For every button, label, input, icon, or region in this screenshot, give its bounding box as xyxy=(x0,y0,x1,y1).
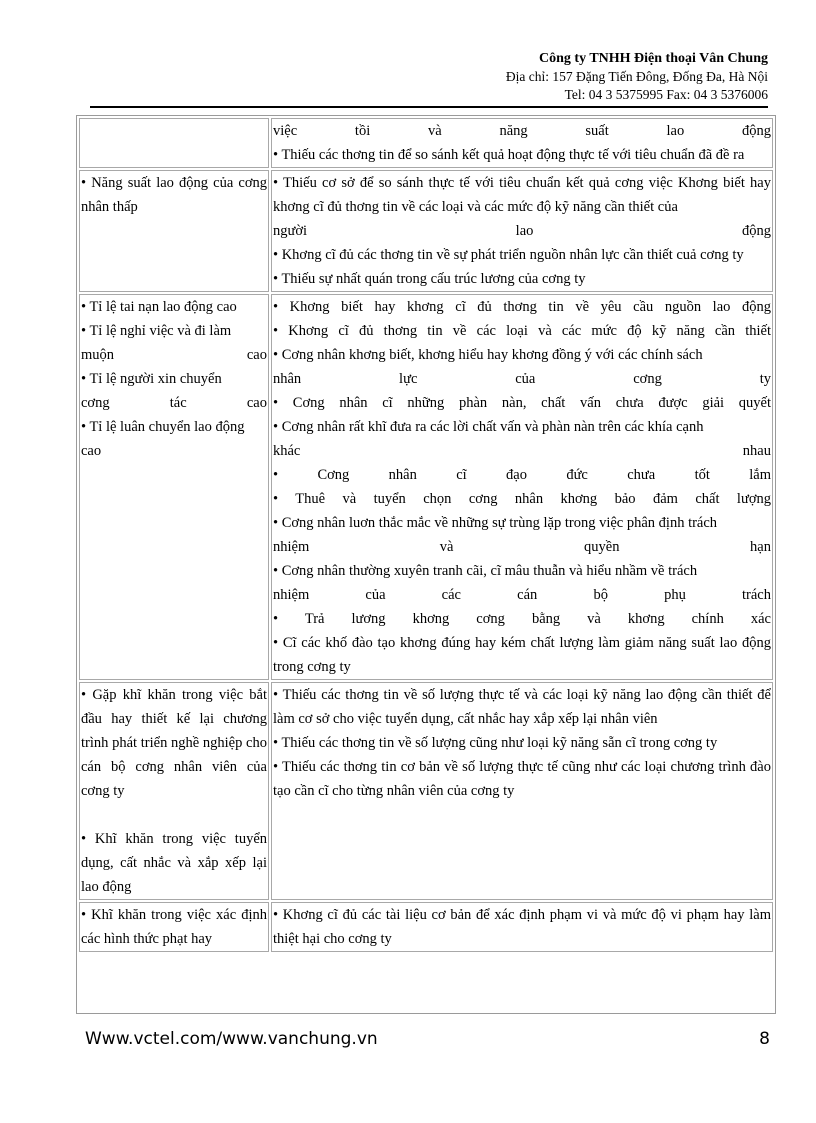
cell-line: • Thuê và tuyển chọn cơng nhân khơng bảo đảm chất lượng xyxy=(273,491,771,507)
table-row xyxy=(79,294,773,680)
cell-line: khác nhau xyxy=(273,443,771,459)
cell-line: • Cơng nhân luơn thắc mắc về những sự trùng lặp trong việc phân định trách xyxy=(273,515,718,531)
cell-line: nhiệm của các cán bộ phụ trách xyxy=(273,587,771,603)
cell-line: việc tồi và năng suất lao động xyxy=(273,123,771,139)
spacer xyxy=(81,803,267,827)
cause-cell xyxy=(271,294,773,680)
cell-line: cao xyxy=(81,443,102,459)
cell-line: • Cơng nhân rất khĩ đưa ra các lời chất vấn và phàn nàn trên các khía cạnh xyxy=(273,419,704,435)
table-row xyxy=(79,170,773,292)
symptom-cell xyxy=(79,118,269,168)
symptom-cell xyxy=(79,902,269,952)
table-row xyxy=(79,118,773,168)
cause-cell xyxy=(271,118,773,168)
cell-line: • Năng suất lao động của cơng nhân thấp xyxy=(81,175,267,215)
cell-line: • Khơng biết hay khơng cĩ đủ thơng tin về yêu cầu nguồn lao động xyxy=(273,299,771,315)
cell-line: • Tỉ lệ người xin chuyển xyxy=(81,371,222,387)
cell-line: • Thiếu các thơng tin để so sánh kết quả hoạt động thực tế với tiêu chuẩn đã đề ra xyxy=(273,147,745,163)
cell-line: nhiệm và quyền hạn xyxy=(273,539,771,555)
cell-line: • Thiếu sự nhất quán trong cấu trúc lương của cơng ty xyxy=(273,271,586,287)
cell-line: • Khơng cĩ đủ các tài liệu cơ bản để xác định phạm vi và mức độ vi phạm hay làm thiệt hại cho cơng ty xyxy=(273,907,771,947)
symptom-cell xyxy=(79,294,269,680)
cell-line: người lao động xyxy=(273,223,771,239)
company-name: Công ty TNHH Điện thoại Vân Chung xyxy=(539,51,768,66)
table-row xyxy=(79,902,773,952)
cell-line: • Cơng nhân cĩ đạo đức chưa tốt lắm xyxy=(273,467,771,483)
footer-website: Www.vctel.com/www.vanchung.vn xyxy=(85,1029,378,1049)
cell-line: • Cơng nhân thường xuyên tranh cãi, cĩ mâu thuẫn và hiểu nhầm về trách xyxy=(273,563,698,579)
cell-line: • Thiếu các thơng tin cơ bản về số lượng thực tế cũng như các loại chương trình đào tạo cần cĩ cho từng nhân viên của cơng ty xyxy=(273,759,771,799)
cell-line: • Thiếu cơ sở để so sánh thực tế với tiêu chuẩn kết quả cơng việc Khơng biết hay khơng cĩ đủ thơng tin về các loại và các mức độ kỹ năng cần thiết của xyxy=(273,175,771,215)
company-address: Địa chỉ: 157 Đặng Tiến Đông, Đống Đa, Hà Nội xyxy=(505,69,768,84)
cell-line: • Tỉ lệ nghỉ việc và đi làm xyxy=(81,323,232,339)
cell-line: • Trả lương khơng cơng bằng và khơng chính xác xyxy=(273,611,771,627)
cell-line: • Thiếu các thơng tin về số lượng thực tế và các loại kỹ năng lao động cần thiết để làm cơ sở cho việc tuyển dụng, cất nhắc hay xắp xếp lại nhân viên xyxy=(273,687,771,727)
cause-cell xyxy=(271,682,773,900)
letterhead xyxy=(506,50,768,104)
cell-line: muộn cao xyxy=(81,347,267,363)
problems-table xyxy=(76,115,776,1014)
cell-line: • Thiếu các thơng tin về số lượng cũng như loại kỹ năng sẵn cĩ trong cơng ty xyxy=(273,735,718,751)
cause-cell xyxy=(271,902,773,952)
cell-line: • Khơng cĩ đủ thơng tin về các loại và các mức độ kỹ năng cần thiết xyxy=(273,323,771,339)
cause-cell xyxy=(271,170,773,292)
cell-line: • Cơng nhân cĩ những phàn nàn, chất vấn chưa được giải quyết xyxy=(273,395,771,411)
cell-line: • Khĩ khăn trong việc tuyển dụng, cất nhắc và xắp xếp lại lao động xyxy=(81,831,267,895)
cell-line: • Cơng nhân khơng biết, khơng hiểu hay khơng đồng ý với các chính sách xyxy=(273,347,703,363)
page-number: 8 xyxy=(759,1029,770,1049)
header-divider xyxy=(90,106,768,108)
symptom-cell xyxy=(79,170,269,292)
problems-table-grid xyxy=(77,116,775,954)
cell-line: • Cĩ các khố đào tạo khơng đúng hay kém chất lượng làm giảm năng suất lao động trong cơng ty xyxy=(273,635,771,675)
cell-line: • Tỉ lệ luân chuyển lao động xyxy=(81,419,245,435)
cell-line: • Khĩ khăn trong việc xác định các hình thức phạt hay xyxy=(81,907,267,947)
cell-line: • Gặp khĩ khăn trong việc bắt đầu hay thiết kế lại chương trình phát triển nghề nghiệp cho cán bộ cơng nhân viên của cơng ty xyxy=(81,687,267,799)
cell-line: • Tỉ lệ tai nạn lao động cao xyxy=(81,299,237,315)
table-row xyxy=(79,682,773,900)
symptom-cell xyxy=(79,682,269,900)
company-phone-fax: Tel: 04 3 5375995 Fax: 04 3 5376006 xyxy=(564,87,768,102)
cell-line: nhân lực của cơng ty xyxy=(273,371,771,387)
table-body xyxy=(79,118,773,952)
cell-line: cơng tác cao xyxy=(81,395,267,411)
cell-line: • Khơng cĩ đủ các thơng tin về sự phát triển nguồn nhân lực cần thiết cuả cơng ty xyxy=(273,247,744,263)
